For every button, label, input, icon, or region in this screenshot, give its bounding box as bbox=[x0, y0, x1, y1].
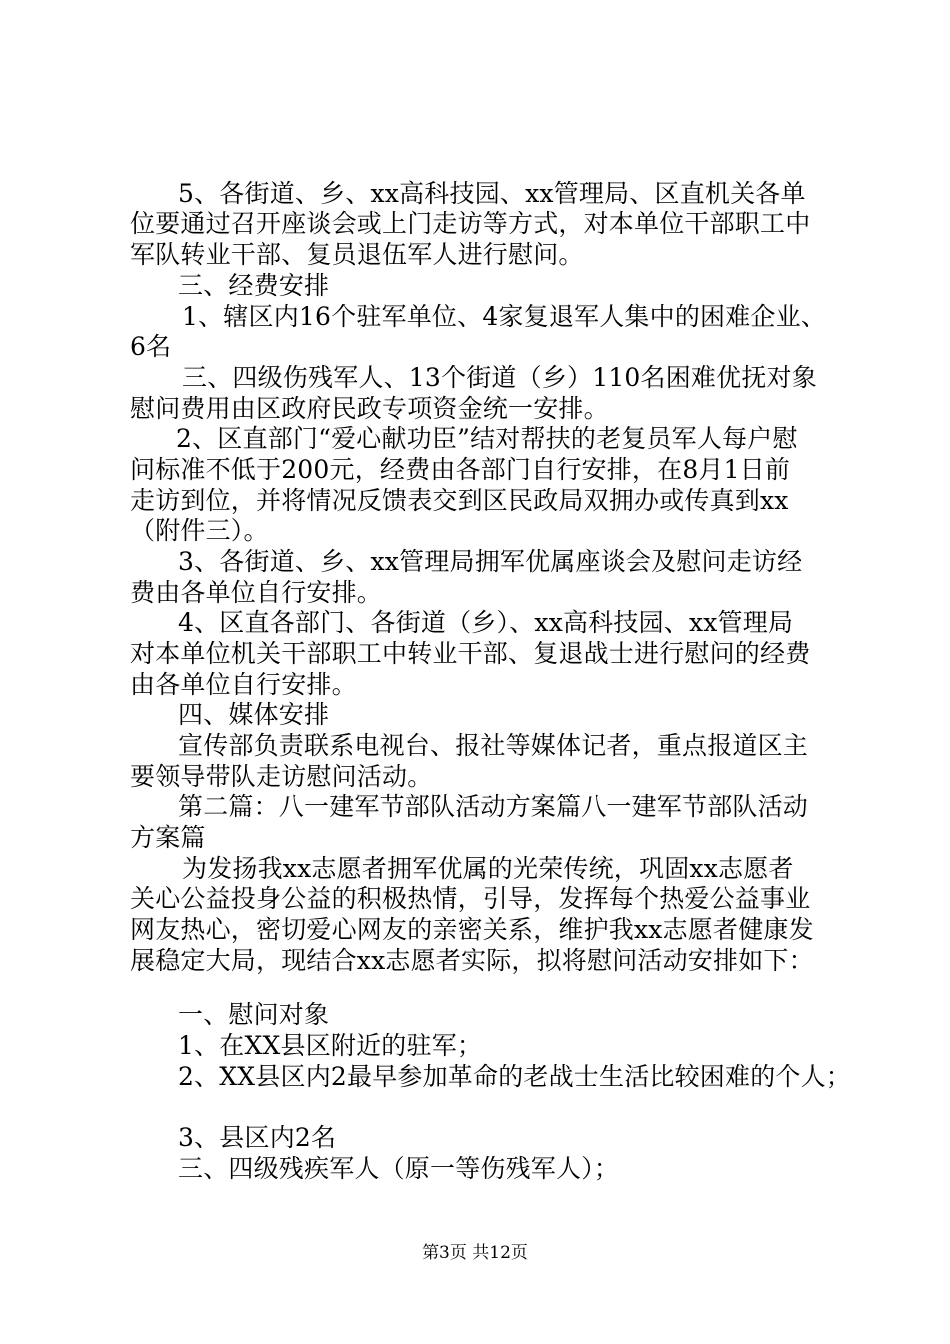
text-line: 由各单位自行安排。 bbox=[130, 670, 357, 699]
text-line: 4、区直各部门、各街道（乡）、xx高科技园、xx管理局 bbox=[178, 608, 794, 637]
text-line: 费由各单位自行安排。 bbox=[130, 578, 383, 607]
section-heading: 一、慰问对象 bbox=[178, 1000, 330, 1029]
text-line: 3、各街道、乡、xx管理局拥军优属座谈会及慰问走访经 bbox=[178, 547, 803, 576]
text-line: 关心公益投身公益的积极热情，引导，发挥每个热爱公益事业 bbox=[130, 884, 811, 913]
text-line: 5、各街道、乡、xx高科技园、xx管理局、区直机关各单 bbox=[178, 179, 806, 208]
section-heading: 三、经费安排 bbox=[178, 271, 330, 300]
text-line: 1、在XX县区附近的驻军； bbox=[178, 1031, 483, 1060]
text-line: 宣传部负责联系电视台、报社等媒体记者，重点报道区主 bbox=[178, 731, 809, 760]
text-line: 慰问费用由区政府民政专项资金统一安排。 bbox=[130, 394, 609, 423]
text-line: 展稳定大局，现结合xx志愿者实际，拟将慰问活动安排如下： bbox=[130, 946, 814, 975]
text-line: 为发扬我xx志愿者拥军优属的光荣传统，巩固xx志愿者 bbox=[182, 854, 794, 883]
text-line: 三、四级伤残军人、13个街道（乡）110名困难优抚对象 bbox=[182, 363, 817, 392]
text-line: 对本单位机关干部职工中转业干部、复退战士进行慰问的经费 bbox=[130, 639, 811, 668]
chapter-heading: 方案篇 bbox=[130, 823, 206, 852]
text-line: 要领导带队走访慰问活动。 bbox=[130, 762, 433, 791]
section-heading: 四、媒体安排 bbox=[178, 700, 330, 729]
text-line: 1、辖区内16个驻军单位、4家复退军人集中的困难企业、 bbox=[182, 302, 827, 331]
text-line: 2、区直部门“爱心献功臣”结对帮扶的老复员军人每户慰 bbox=[176, 424, 798, 453]
page-footer: 第3页 共12页 bbox=[422, 1243, 528, 1263]
text-line: 网友热心，密切爱心网友的亲密关系，维护我xx志愿者健康发 bbox=[130, 915, 814, 944]
chapter-heading: 第二篇：八一建军节部队活动方案篇八一建军节部队活动 bbox=[178, 792, 809, 821]
text-line: 2、XX县区内2最早参加革命的老战士生活比较困难的个人； bbox=[178, 1062, 852, 1091]
text-line: 位要通过召开座谈会或上门走访等方式，对本单位干部职工中 bbox=[130, 209, 811, 238]
text-line: 问标准不低于200元，经费由各部门自行安排，在8月1日前 bbox=[130, 455, 791, 484]
text-line: 三、四级残疾军人（原一等伤残军人）； bbox=[178, 1154, 620, 1183]
text-line: 军队转业干部、复员退伍军人进行慰问。 bbox=[130, 240, 584, 269]
text-line: 走访到位，并将情况反馈表交到区民政局双拥办或传真到xx bbox=[130, 486, 789, 515]
text-line: （附件三）。 bbox=[130, 516, 269, 545]
text-line: 6名 bbox=[130, 332, 172, 361]
text-line: 3、县区内2名 bbox=[178, 1123, 337, 1152]
